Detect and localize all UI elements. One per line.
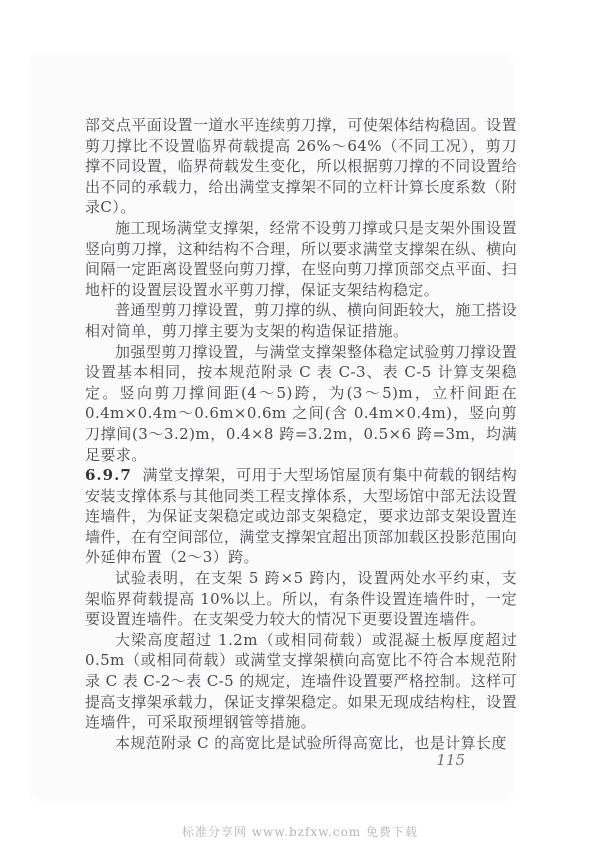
paragraph: 试验表明，在支架 5 跨×5 跨内，设置两处水平约束，支架临界荷载提高 10%以上。所以，有条件设置连墙件时，一定要设置连墙件。在支架受力较大的情况下更要设置连墙件。 [85, 569, 517, 629]
paragraph: 普通型剪刀撑设置，剪刀撑的纵、横向间距较大，施工搭设相对简单，剪刀撑主要为支架的构造保证措施。 [85, 301, 517, 340]
paragraph: 施工现场满堂支撑架，经常不设剪刀撑或只是支架外围设置竖向剪刀撑，这种结构不合理，所以要求满堂支撑架在纵、横向间隔一定距离设置竖向剪刀撑，在竖向剪刀撑顶部交点平面、扫地杆的设置层设置水平剪刀撑，保证支架结构稳定。 [85, 218, 517, 299]
paragraph: 本规范附录 C 的高宽比是试验所得高宽比，也是计算长度 [115, 733, 507, 752]
page-number: 115 [436, 751, 465, 769]
body-text [85, 115, 517, 753]
paragraph: 部交点平面设置一道水平连续剪刀撑，可使架体结构稳固。设置剪刀撑比不设置临界荷载提高 26%～64%（不同工况），剪刀撑不同设置，临界荷载发生变化，所以根据剪刀撑的不同设置给出不同的承载力，给出满堂支撑架不同的立杆计算长度系数（附录C）。 [85, 116, 517, 217]
document-page [33, 57, 517, 798]
watermark: 标准分享网 www.bzfxw.com 免费下载 [181, 825, 419, 839]
paragraph: 大梁高度超过 1.2m（或相同荷载）或混凝土板厚度超过 0.5m（或相同荷载）或满堂支撑架横向高宽比不符合本规范附录 C 表 C-2～表 C-5 的规定，连墙件设置要严格控制。这样可提高支撑架承载力，保证支撑架稳定。如果无现成结构柱，设置连墙件，可采取预埋钢管等措施。 [85, 630, 517, 732]
clause-number: 6.9.7 [85, 466, 132, 485]
paragraph: 加强型剪刀撑设置，与满堂支撑架整体稳定试验剪刀撑设置设置基本相同，按本规范附录 C 表 C-3、表 C-5 计算支架稳定。竖向剪刀撑间距(4～5)跨，为(3～5)m，立杆间距在 0.4m×0.4m～0.6m×0.6m 之间(含 0.4m×0.4m)，竖向剪刀撑间(3～3.2)m，0.4×8 跨=3.2m，0.5×6 跨=3m，均满足要求。 [85, 342, 517, 464]
clause-paragraph: 6.9.7 满堂支撑架，可用于大型场馆屋顶有集中荷载的钢结构安装支撑体系与其他同类工程支撑体系，大型场馆中部无法设置连墙件，为保证支架稳定或边部支架稳定，要求边部支架设置连墙件，在有空间部位，满堂支撑架宜超出顶部加载区投影范围向外延伸布置（2～3）跨。 [85, 466, 517, 567]
